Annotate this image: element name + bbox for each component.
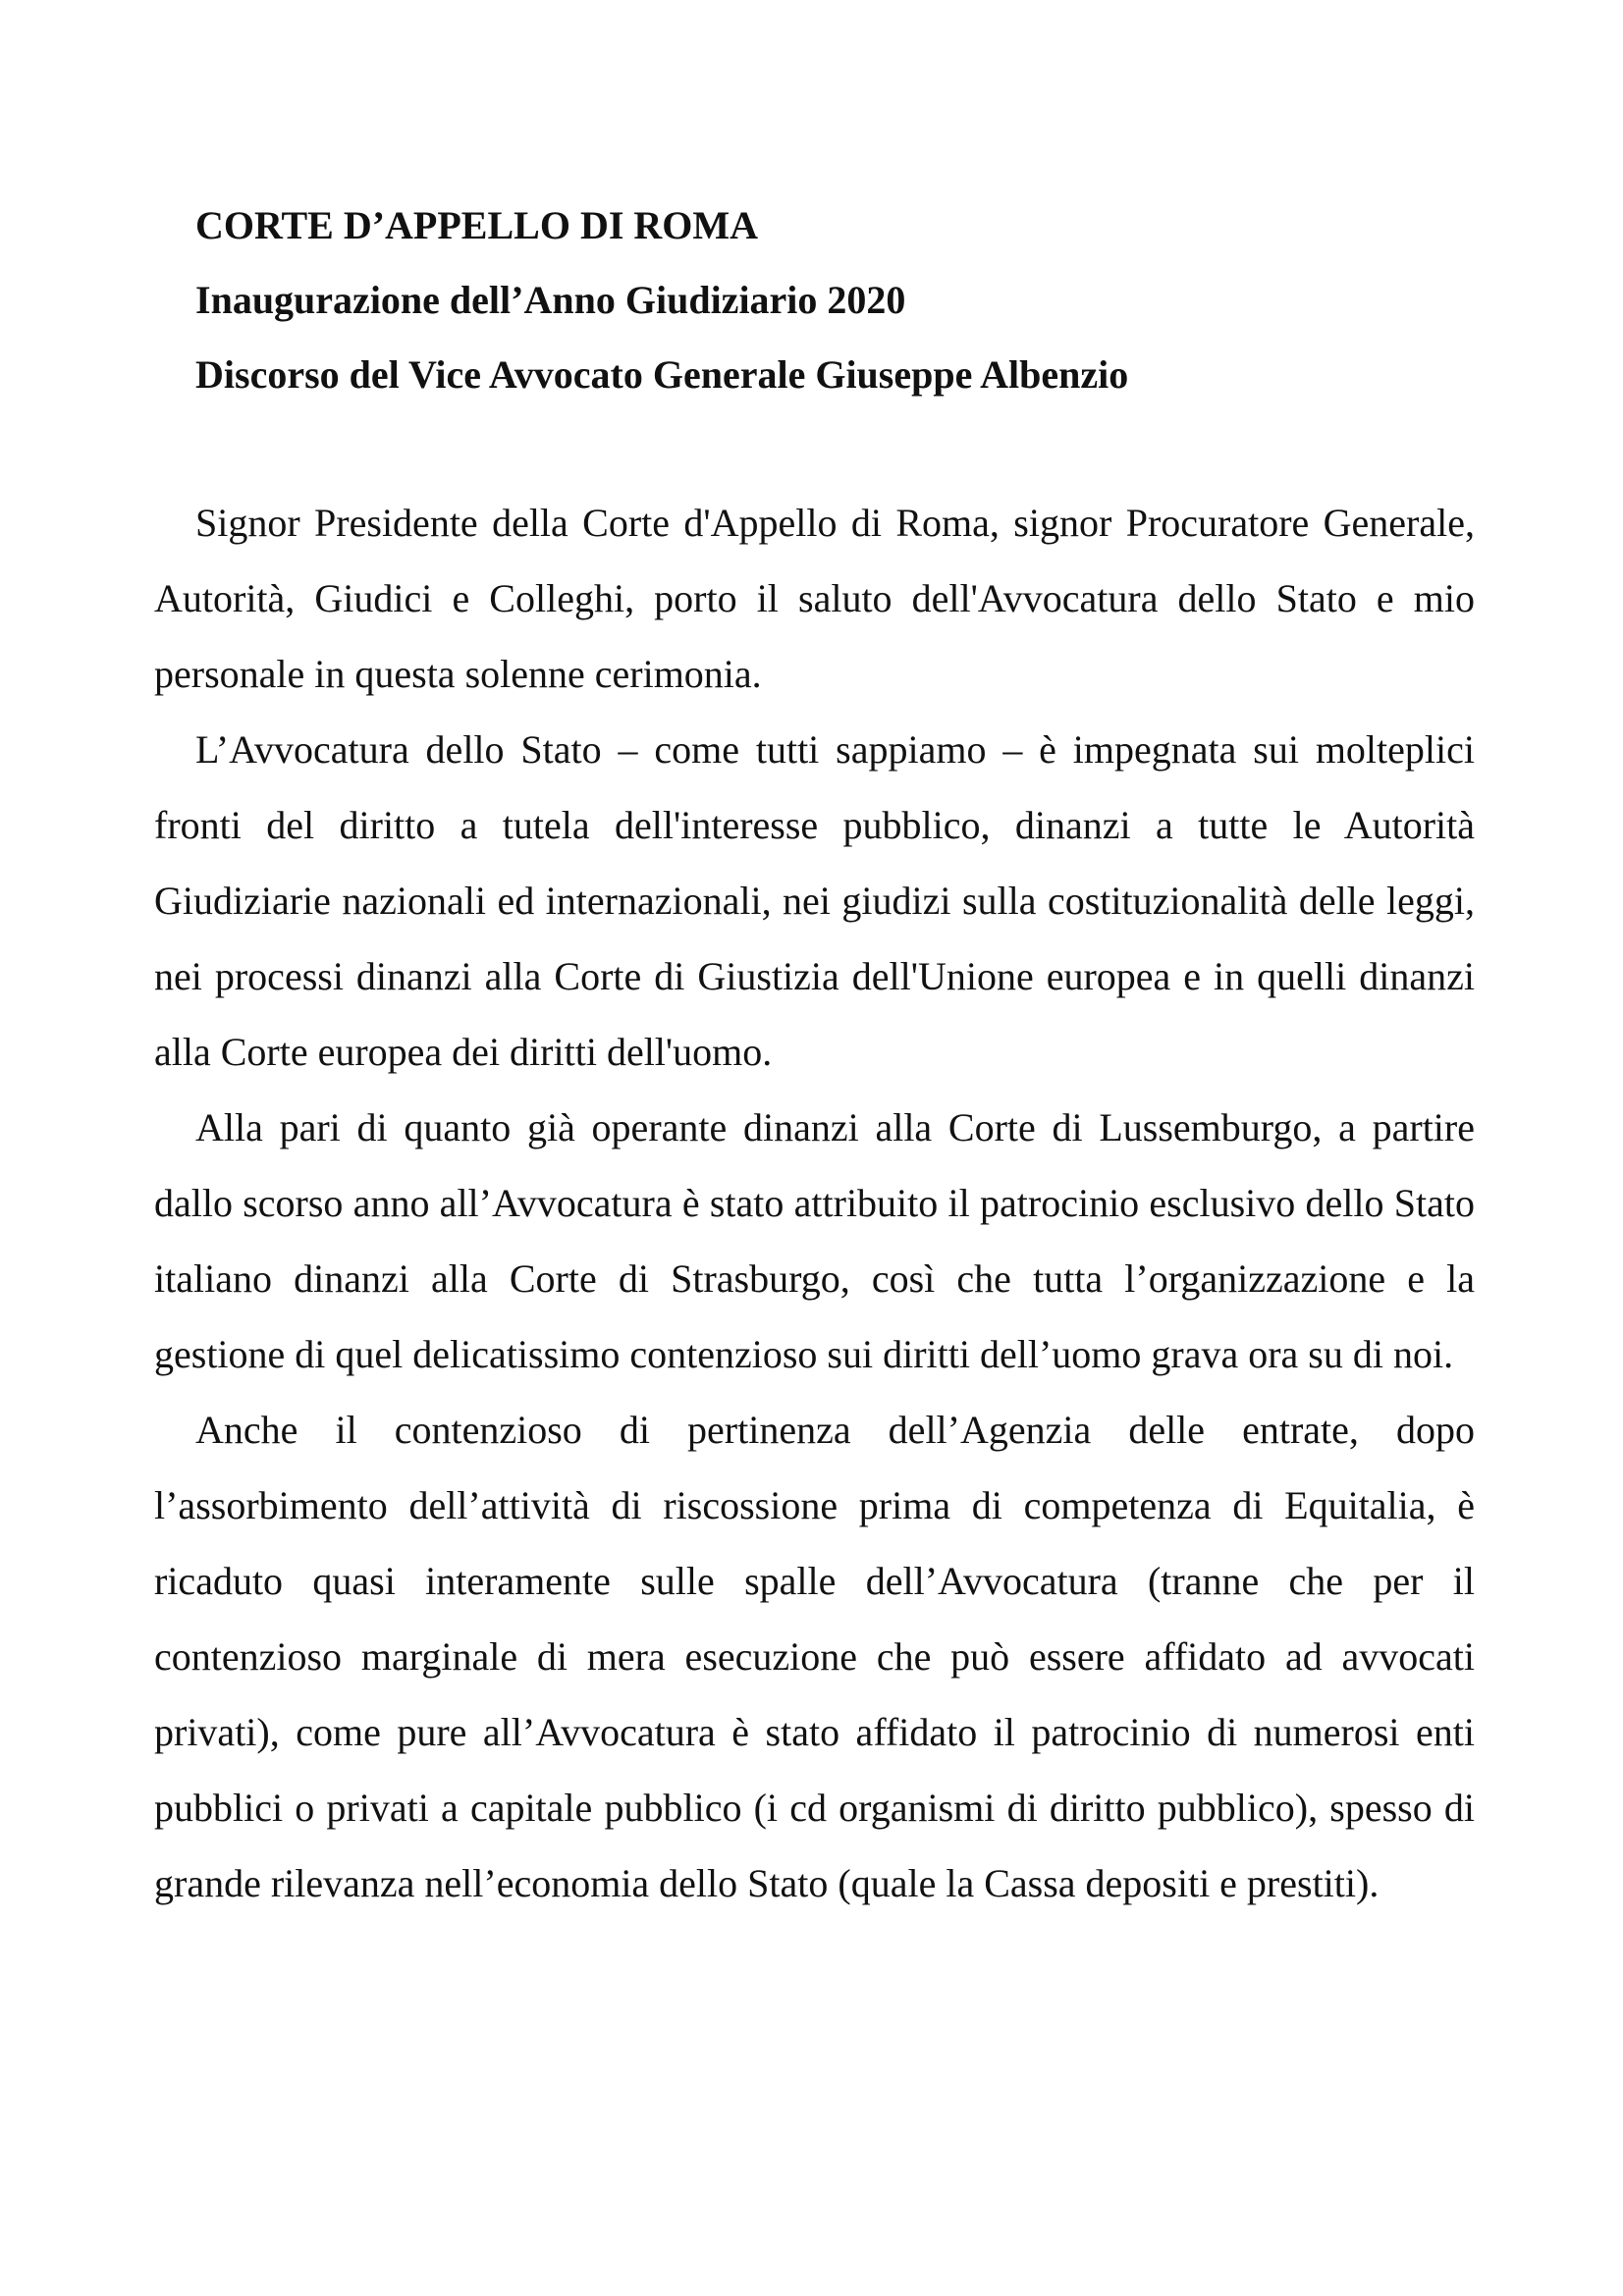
paragraph-2: L’Avvocatura dello Stato – come tutti sappiamo – è impegnata sui molteplici fronti del diritto a tutela dell'interesse pubblico, dinanzi a tutte le Autorità Giudiziarie nazionali ed internazionali, nei giudizi sulla costituzionalità delle leggi, nei processi dinanzi alla Corte di Giustizia dell'Unione europea e in quelli dinanzi alla Corte europea dei diritti dell'uomo. <box>154 727 1475 1074</box>
paragraph-3: Alla pari di quanto già operante dinanzi alla Corte di Lussemburgo, a partire dallo scorso anno all’Avvocatura è stato attribuito il patrocinio esclusivo dello Stato italiano dinanzi alla Corte di Strasburgo, così che tutta l’organizzazione e la gestione di quel delicatissimo contenzioso sui diritti dell’uomo grava ora su di noi. <box>154 1105 1475 1376</box>
paragraph-1: Signor Presidente della Corte d'Appello di Roma, signor Procuratore Generale, Autorità, Giudici e Colleghi, porto il saluto dell'Avvocatura dello Stato e mio personale in questa solenne cerimonia. <box>154 501 1475 696</box>
speech-title: Discorso del Vice Avvocato Generale Giuseppe Albenzio <box>195 352 1129 397</box>
court-title: CORTE D’APPELLO DI ROMA <box>195 203 759 247</box>
speech-body <box>154 485 1475 1921</box>
paragraph-4: Anche il contenzioso di pertinenza dell’Agenzia delle entrate, dopo l’assorbimento dell’attività di riscossione prima di competenza di Equitalia, è ricaduto quasi interamente sulle spalle dell’Avvocatura (tranne che per il contenzioso marginale di mera esecuzione che può essere affidato ad avvocati privati), come pure all’Avvocatura è stato affidato il patrocinio di numerosi enti pubblici o privati a capitale pubblico (i cd organismi di diritto pubblico), spesso di grande rilevanza nell’economia dello Stato (quale la Cassa depositi e prestiti). <box>154 1408 1475 1905</box>
event-title: Inaugurazione dell’Anno Giudiziario 2020 <box>195 278 906 322</box>
document-heading <box>195 188 1472 412</box>
